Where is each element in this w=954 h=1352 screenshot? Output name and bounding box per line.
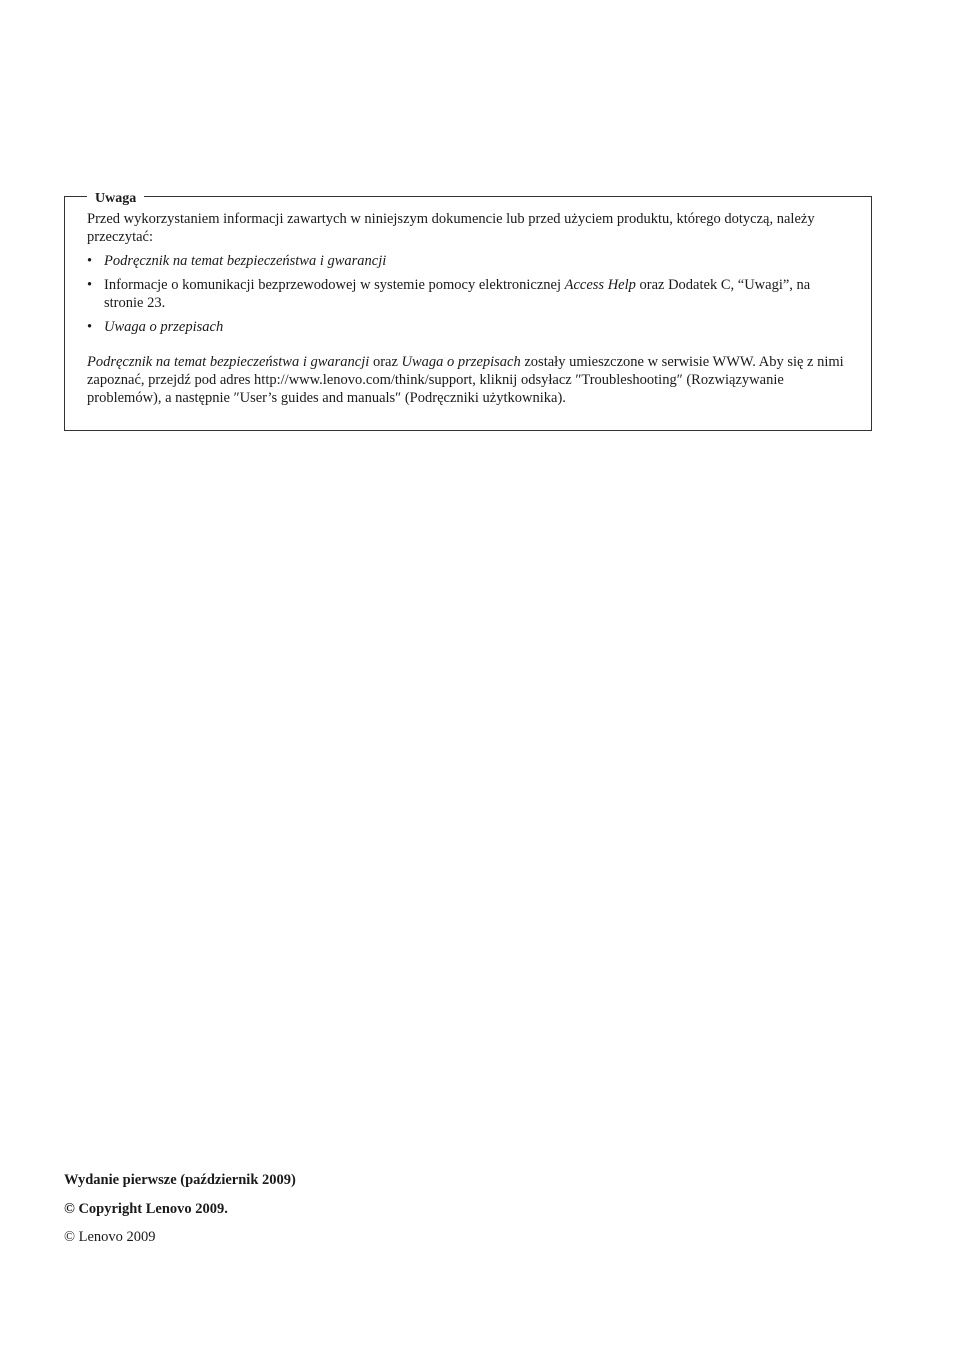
list-item-italic: Uwaga o przepisach [104, 319, 224, 335]
copyright-plain: © Lenovo 2009 [64, 1229, 156, 1245]
footnote-italic: Uwaga o przepisach [401, 354, 521, 370]
list-item-italic: Podręcznik na temat bezpieczeństwa i gwarancji [104, 253, 387, 269]
list-item-italic: Access Help [564, 277, 636, 293]
notice-label: Uwaga [87, 191, 144, 207]
footnote-italic: Podręcznik na temat bezpieczeństwa i gwarancji [87, 354, 370, 370]
edition-line: Wydanie pierwsze (październik 2009) [64, 1172, 296, 1188]
list-item [87, 318, 849, 336]
footnote-text: zostały umieszczone w serwisie WWW. Aby się z nimi zapoznać, przejdź pod adres http://www.lenovo.com/think/support, kliknij odsyłacz ″Troubleshooting″ (Rozwiązywanie problemów), a następnie ″User’s guides and manuals″ (Podręczniki użytkownika). [87, 354, 844, 406]
copyright-bold: © Copyright Lenovo 2009. [64, 1201, 228, 1217]
footnote-text: oraz [369, 354, 402, 370]
bullet-icon: • [87, 277, 93, 293]
list-item-text: Informacje o komunikacji bezprzewodowej w systemie pomocy elektronicznej [104, 277, 565, 293]
bullet-icon: • [87, 253, 93, 269]
notice-content [87, 210, 849, 407]
bullet-icon: • [87, 319, 93, 335]
list-item [87, 276, 849, 312]
list-item-text: oraz Dodatek C, “Uwagi”, na stronie 23. [104, 277, 811, 311]
notice-intro: Przed wykorzystaniem informacji zawartych w niniejszym dokumencie lub przed użyciem produktu, którego dotyczą, należy przeczytać: [87, 211, 815, 245]
notice-list [87, 252, 849, 336]
notice-footnote [87, 353, 849, 407]
notice-box [64, 191, 872, 431]
list-item [87, 252, 849, 270]
